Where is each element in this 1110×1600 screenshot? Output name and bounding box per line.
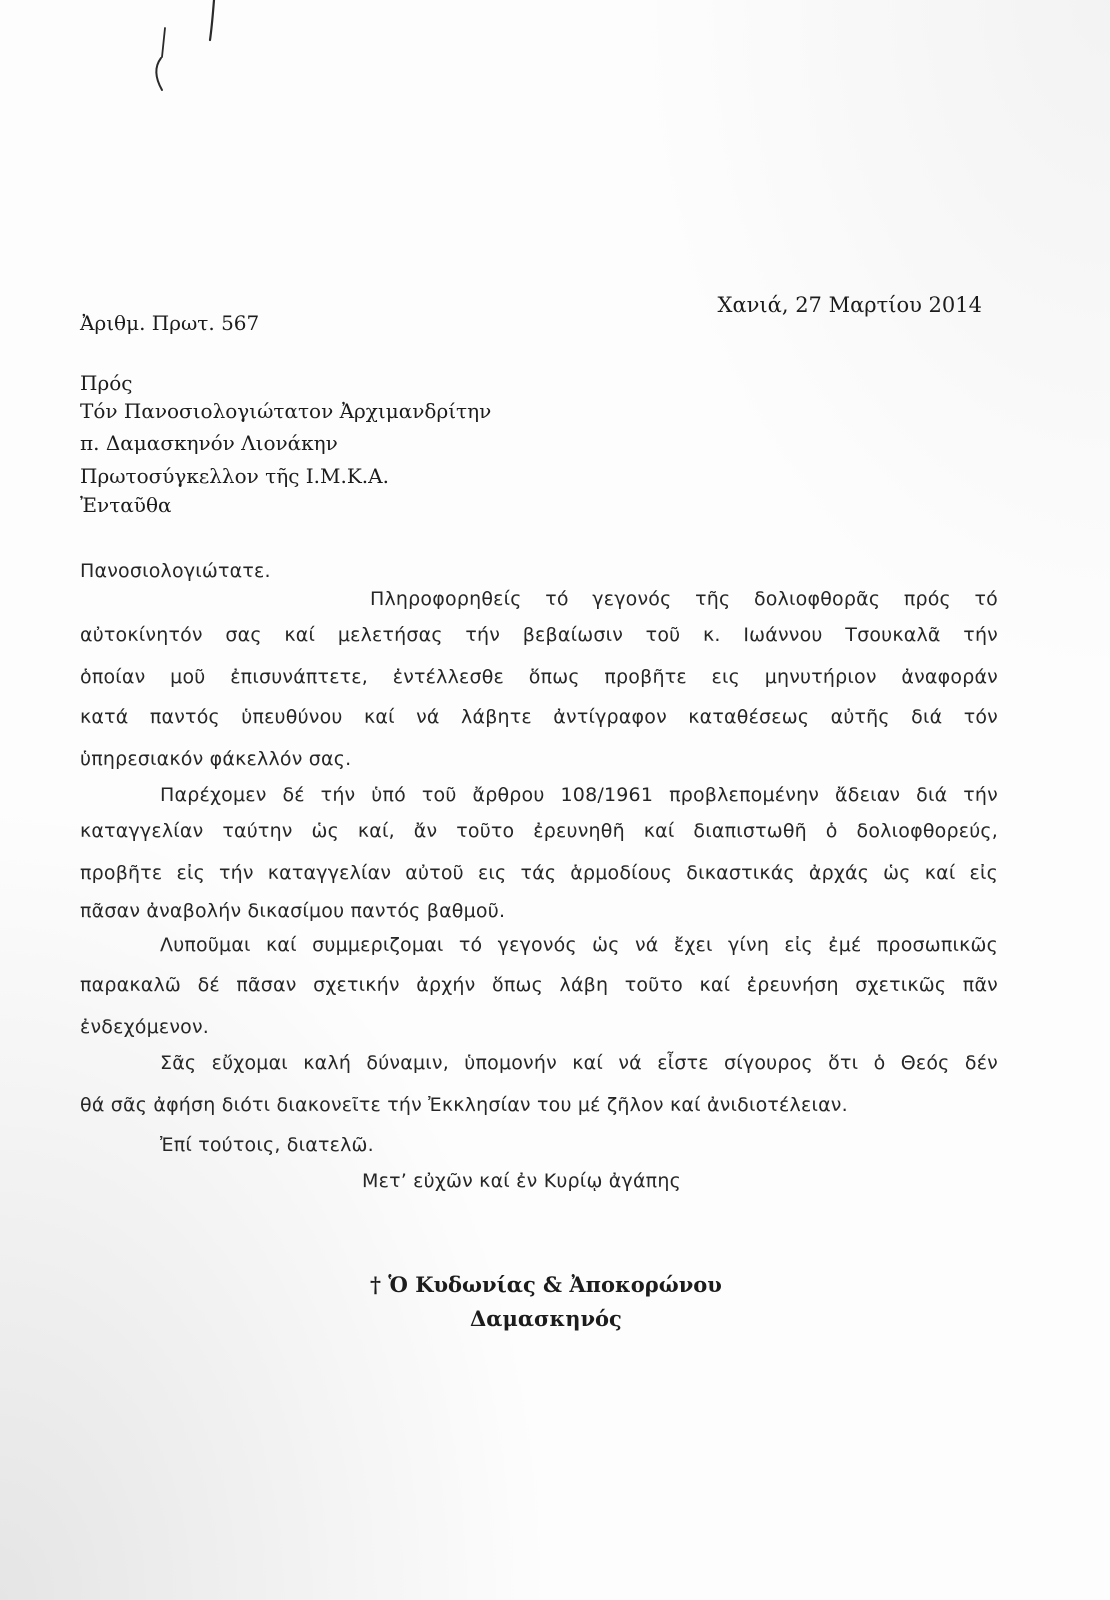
paragraph-line: θά σᾶς ἀφήση διότι διακονεῖτε τήν Ἐκκλησίαν του μέ ζῆλον καί ἀνιδιοτέλειαν. [80, 1094, 848, 1116]
signature-name: Δαμασκηνός [470, 1306, 622, 1331]
recipient-line: π. Δαμασκηνόν Λιονάκην [80, 431, 338, 455]
salutation: Πανοσιολογιώτατε. [80, 560, 271, 582]
recipient-line: Πρός [80, 371, 133, 395]
protocol-number: Ἀριθμ. Πρωτ. 567 [80, 311, 260, 335]
paragraph-line: παρακαλῶ δέ πᾶσαν σχετικήν ἀρχήν ὅπως λάβη τοῦτο καί ἐρευνήση σχετικῶς πᾶν [80, 974, 998, 996]
paragraph-line: Πληροφορηθείς τό γεγονός τῆς δολιοφθορᾶς πρός τό [370, 588, 998, 610]
paragraph-line: πᾶσαν ἀναβολήν δικασίμου παντός βαθμοῦ. [80, 900, 506, 922]
paragraph-line: προβῆτε εἰς τήν καταγγελίαν αὐτοῦ εις τάς ἁρμοδίους δικαστικάς ἀρχάς ὡς καί εἰς [80, 862, 998, 884]
letter-date: Χανιά, 27 Μαρτίου 2014 [717, 293, 982, 317]
paragraph-line: Παρέχομεν δέ τήν ὑπό τοῦ ἄρθρου 108/1961 προβλεπομένην ἄδειαν διά τήν [160, 784, 998, 806]
closing-formula: Ἐπί τούτοις, διατελῶ. [160, 1134, 374, 1156]
paragraph-line: κατά παντός ὑπευθύνου καί νά λάβητε ἀντίγραφον καταθέσεως αὐτῆς διά τόν [80, 706, 998, 728]
paragraph-line: καταγγελίαν ταύτην ὡς καί, ἄν τοῦτο ἐρευνηθῆ καί διαπιστωθῆ ὁ δολιοφθορεύς, [80, 820, 998, 842]
closing-wishes: Μετ’ εὐχῶν καί ἐν Κυρίῳ ἀγάπης [362, 1170, 681, 1192]
handwritten-pen-marks [140, 0, 240, 100]
paragraph-line: ὑπηρεσιακόν φάκελλόν σας. [80, 748, 352, 770]
recipient-line: Πρωτοσύγκελλον τῆς Ι.Μ.Κ.Α. [80, 464, 389, 488]
paragraph-line: Σᾶς εὔχομαι καλή δύναμιν, ὑπομονήν καί νά εἶστε σίγουρος ὅτι ὁ Θεός δέν [160, 1052, 998, 1074]
signature-title: † Ὁ Κυδωνίας & Ἀποκορώνου [370, 1272, 722, 1297]
recipient-line: Τόν Πανοσιολογιώτατον Ἀρχιμανδρίτην [80, 399, 492, 423]
paragraph-line: αὐτοκίνητόν σας καί μελετήσας τήν βεβαίωσιν τοῦ κ. Ιωάννου Τσουκαλᾶ τήν [80, 624, 998, 646]
paragraph-line: ἐνδεχόμενον. [80, 1016, 210, 1038]
paragraph-line: ὁποίαν μοῦ ἐπισυνάπτετε, ἐντέλλεσθε ὅπως προβῆτε εις μηνυτήριον ἀναφοράν [80, 666, 998, 688]
recipient-line: Ἐνταῦθα [80, 493, 172, 517]
paragraph-line: Λυποῦμαι καί συμμεριζομαι τό γεγονός ὡς νά ἔχει γίνη εἰς ἐμέ προσωπικῶς [160, 934, 998, 956]
